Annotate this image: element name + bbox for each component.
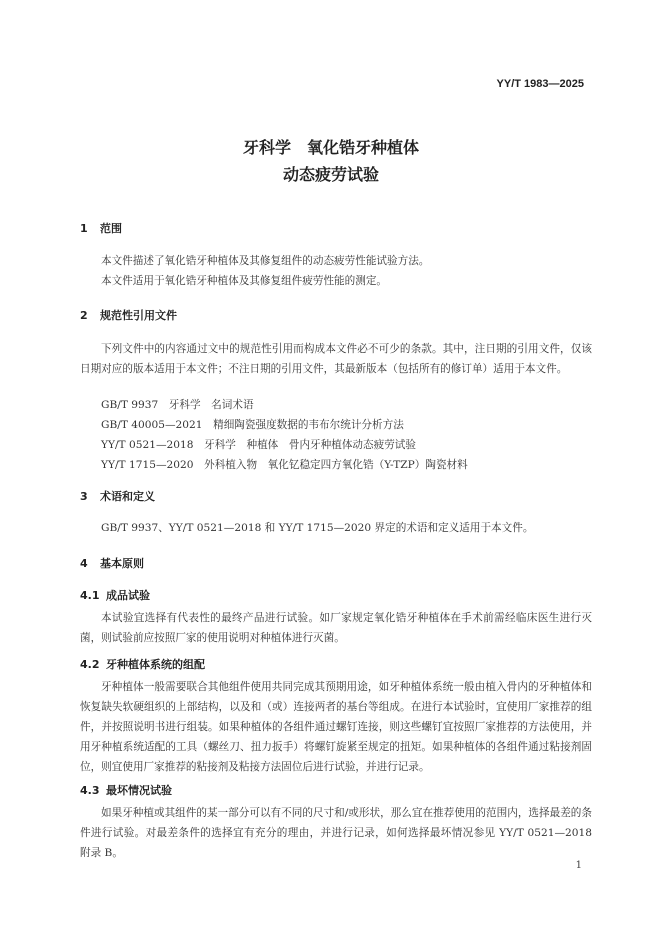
document-title-line1: 牙科学 氧化锆牙种植体 <box>242 138 419 157</box>
subsection-title: 成品试验 <box>106 589 150 602</box>
subsection-4-3-heading <box>80 782 172 798</box>
section-1-heading <box>80 220 122 236</box>
section-number: 4 <box>80 557 88 570</box>
document-code-header: YY/T 1983—2025 <box>496 78 584 90</box>
section-number: 2 <box>80 309 88 322</box>
section-4-heading <box>80 555 144 571</box>
reference-item: YY/T 0521—2018 牙科学 种植体 骨内牙种植体动态疲劳试验 <box>101 439 416 451</box>
paragraph: 牙种植体一般需要联合其他组件使用共同完成其预期用途，如牙种植体系统一般由植入骨内的牙种植体和恢复缺失软硬组织的上部结构，以及和（或）连接两者的基台等组成。在进行本试验时，宜使用厂家推荐的组件，并按照说明书进行组装。如果种植体的各组件通过螺钉连接，则这些螺钉宜按照厂家推荐的方法使用，并用牙种植系统适配的工具（螺丝刀、扭力扳手）将螺钉旋紧至规定的扭矩。如果种植体的各组件通过粘接剂固位，则宜使用厂家推荐的粘接剂及粘接方法固位后进行试验，并进行记录。 <box>80 681 592 773</box>
page-number: 1 <box>575 860 582 871</box>
subsection-4-2-heading <box>80 656 205 672</box>
reference-item: GB/T 40005—2021 精细陶瓷强度数据的韦布尔统计分析方法 <box>101 419 404 431</box>
paragraph: 如果牙种植或其组件的某一部分可以有不同的尺寸和/或形状，那么宜在推荐使用的范围内，选择最差的条件进行试验。对最差条件的选择宜有充分的理由，并进行记录，如何选择最坏情况参见 YY/T 0521—2018 附录 B。 <box>80 807 592 859</box>
paragraph: 本文件描述了氧化锆牙种植体及其修复组件的动态疲劳性能试验方法。 <box>101 255 430 267</box>
section-title: 基本原则 <box>100 557 144 570</box>
subsection-number: 4.2 <box>80 658 100 671</box>
section-number: 3 <box>80 490 88 503</box>
section-3-heading <box>80 488 155 504</box>
subsection-title: 牙种植体系统的组配 <box>106 658 205 671</box>
document-title-line2: 动态疲劳试验 <box>282 165 379 184</box>
paragraph: 本文件适用于氧化锆牙种植体及其修复组件疲劳性能的测定。 <box>101 275 388 287</box>
section-title: 术语和定义 <box>100 490 155 503</box>
paragraph: GB/T 9937、YY/T 0521—2018 和 YY/T 1715—2020 界定的术语和定义适用于本文件。 <box>101 522 534 534</box>
reference-item: GB/T 9937 牙科学 名词术语 <box>101 399 254 411</box>
subsection-number: 4.3 <box>80 784 100 797</box>
paragraph: 下列文件中的内容通过文中的规范性引用而构成本文件必不可少的条款。其中，注日期的引用文件，仅该日期对应的版本适用于本文件；不注日期的引用文件，其最新版本（包括所有的修订单）适用于本文件。 <box>80 343 592 375</box>
reference-item: YY/T 1715—2020 外科植入物 氧化钇稳定四方氧化锆（Y-TZP）陶瓷材料 <box>101 459 468 471</box>
subsection-number: 4.1 <box>80 589 100 602</box>
subsection-title: 最坏情况试验 <box>106 784 172 797</box>
subsection-4-1-heading <box>80 587 150 603</box>
paragraph: 本试验宜选择有代表性的最终产品进行试验。如厂家规定氧化锆牙种植体在手术前需经临床医生进行灭菌，则试验前应按照厂家的使用说明对种植体进行灭菌。 <box>80 612 592 644</box>
section-number: 1 <box>80 222 88 235</box>
section-title: 范围 <box>100 222 122 235</box>
section-2-heading <box>80 307 177 323</box>
section-title: 规范性引用文件 <box>100 309 177 322</box>
